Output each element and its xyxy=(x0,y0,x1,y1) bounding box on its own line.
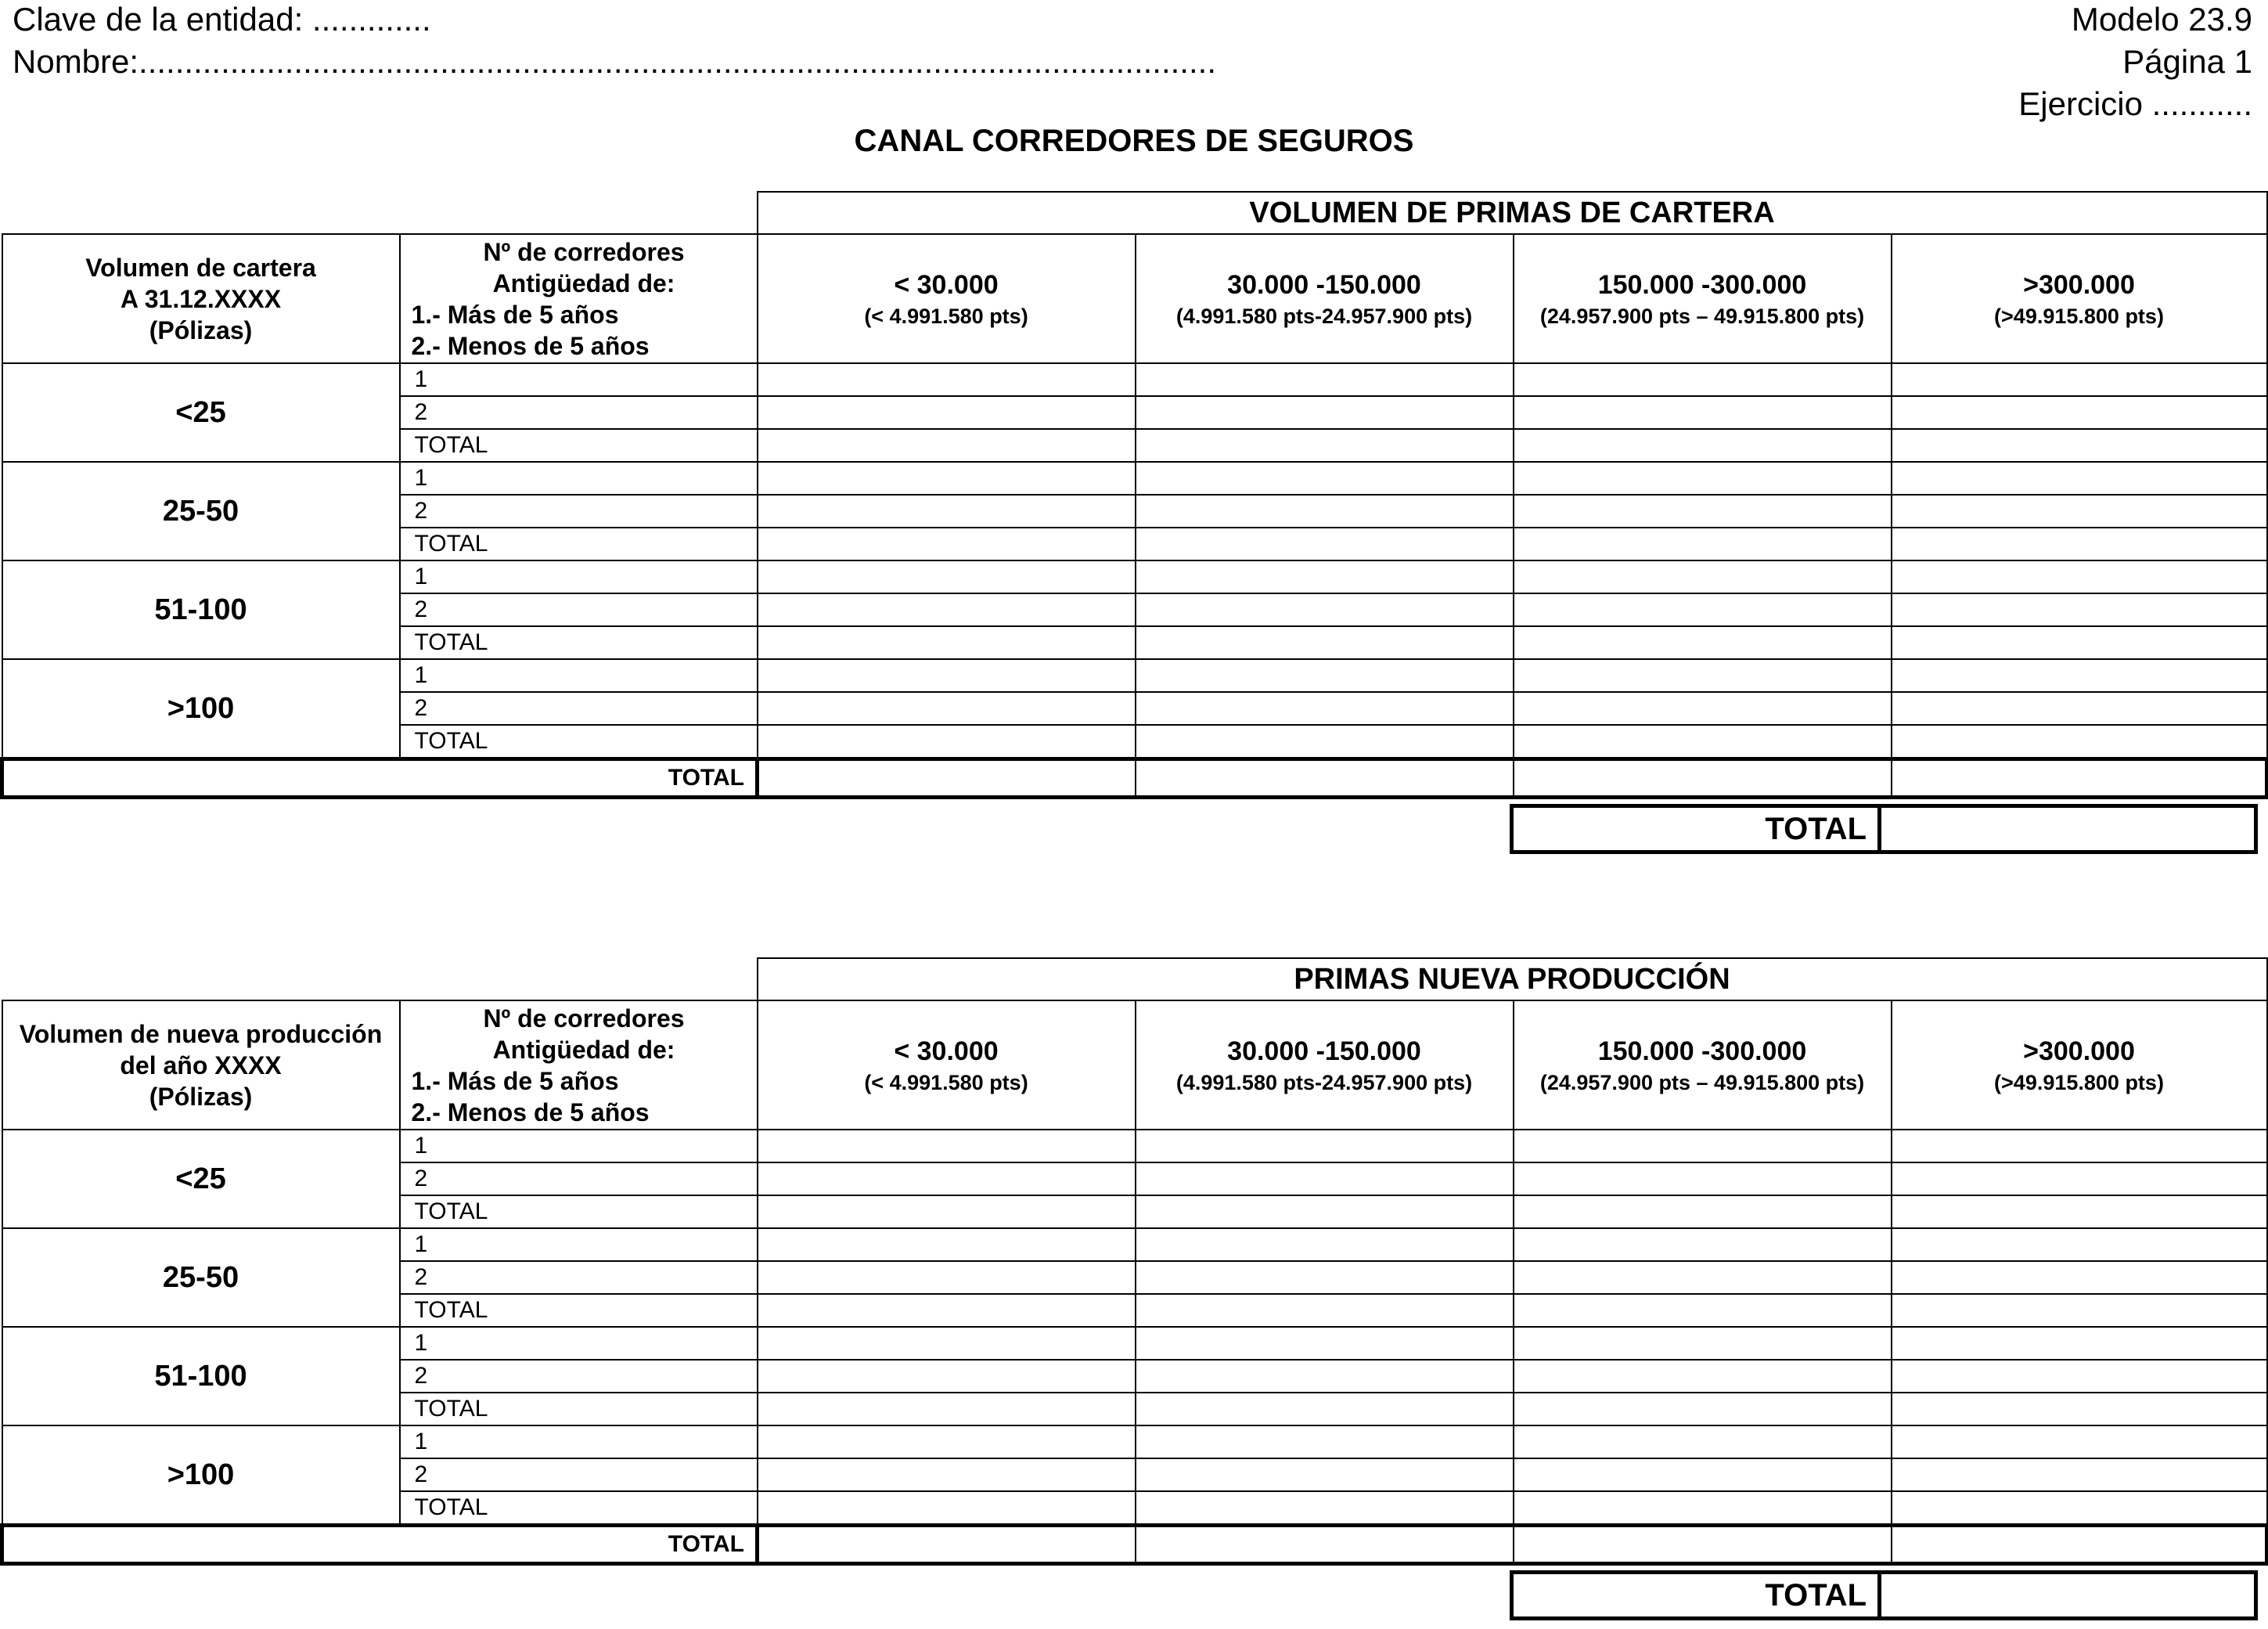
seniority-row-label: TOTAL xyxy=(400,1393,758,1425)
entry-cell[interactable] xyxy=(758,1393,1136,1425)
seniority-row-label: 2 xyxy=(400,1360,758,1393)
entry-cell[interactable] xyxy=(758,462,1136,495)
seniority-row-label: 2 xyxy=(400,396,758,429)
entry-cell[interactable] xyxy=(1514,528,1892,560)
entry-cell[interactable] xyxy=(1136,659,1514,692)
total-entry-cell[interactable] xyxy=(758,1526,1136,1564)
column-header-line: 2.- Menos de 5 años xyxy=(411,331,650,360)
seniority-row-label: TOTAL xyxy=(400,725,758,759)
entry-cell[interactable] xyxy=(1514,429,1892,462)
entry-cell[interactable] xyxy=(1136,363,1514,396)
seniority-row-label: TOTAL xyxy=(400,1491,758,1526)
entry-cell[interactable] xyxy=(1514,1327,1892,1360)
group-header: PRIMAS NUEVA PRODUCCIÓN xyxy=(758,958,2267,1000)
entry-cell[interactable] xyxy=(1514,1294,1892,1327)
grand-total-label: TOTAL xyxy=(1514,1574,1881,1616)
entry-cell[interactable] xyxy=(1514,1195,1892,1228)
premium-range-header xyxy=(1514,234,1892,363)
policy-volume-bucket: 25-50 xyxy=(2,1228,400,1327)
page-label: Página 1 xyxy=(2122,43,2252,80)
entry-cell[interactable] xyxy=(1514,725,1892,759)
entry-cell[interactable] xyxy=(758,725,1136,759)
column-header-line: (Pólizas) xyxy=(149,1082,253,1111)
range-pesetas-label: (>49.915.800 pts) xyxy=(1994,1070,2164,1094)
range-main-label: 30.000 -150.000 xyxy=(1227,1036,1421,1066)
table-row xyxy=(2,363,2267,396)
total-row-label: TOTAL xyxy=(2,759,758,798)
premium-range-header xyxy=(1892,234,2267,363)
seniority-row-label: 1 xyxy=(400,462,758,495)
entry-cell[interactable] xyxy=(1136,462,1514,495)
portfolio-premiums-table xyxy=(0,191,2268,799)
entry-cell[interactable] xyxy=(1136,528,1514,560)
column-header-line: Volumen de nueva producción xyxy=(19,1019,383,1048)
table-row xyxy=(2,560,2267,593)
total-entry-cell[interactable] xyxy=(1892,1526,2267,1564)
entry-cell[interactable] xyxy=(1892,1228,2267,1261)
seniority-row-label: 2 xyxy=(400,1162,758,1195)
entry-cell[interactable] xyxy=(1136,1261,1514,1294)
group-header: VOLUMEN DE PRIMAS DE CARTERA xyxy=(758,192,2267,234)
portfolio-grand-total xyxy=(1510,804,2258,854)
policy-volume-bucket: <25 xyxy=(2,363,400,462)
entry-cell[interactable] xyxy=(1136,1130,1514,1162)
entry-cell[interactable] xyxy=(1892,692,2267,725)
entry-cell[interactable] xyxy=(1514,659,1892,692)
range-main-label: 30.000 -150.000 xyxy=(1227,269,1421,300)
entry-cell[interactable] xyxy=(1136,1294,1514,1327)
range-main-label: 150.000 -300.000 xyxy=(1597,1036,1807,1066)
column-header-line: Antigüedad de: xyxy=(492,268,675,297)
form-grid xyxy=(0,957,2268,1566)
entry-cell[interactable] xyxy=(1892,1491,2267,1526)
total-row-label: TOTAL xyxy=(2,1526,758,1564)
entry-cell[interactable] xyxy=(1892,1393,2267,1425)
name-label: Nombre:...................................................................................................................... xyxy=(13,43,1216,80)
entry-cell[interactable] xyxy=(1514,462,1892,495)
column-header-line: Volumen de cartera xyxy=(85,253,316,282)
policy-volume-bucket: >100 xyxy=(2,659,400,759)
entry-cell[interactable] xyxy=(1892,560,2267,593)
entry-cell[interactable] xyxy=(1514,1491,1892,1526)
entry-cell[interactable] xyxy=(1514,1458,1892,1491)
entry-cell[interactable] xyxy=(1514,396,1892,429)
entry-cell[interactable] xyxy=(758,495,1136,528)
entry-cell[interactable] xyxy=(1136,560,1514,593)
entry-cell[interactable] xyxy=(1892,396,2267,429)
entry-cell[interactable] xyxy=(1514,1261,1892,1294)
seniority-row-label: 2 xyxy=(400,1458,758,1491)
seniority-row-label: TOTAL xyxy=(400,626,758,659)
entry-cell[interactable] xyxy=(758,626,1136,659)
premium-range-header xyxy=(758,234,1136,363)
column-header-line: 1.- Más de 5 años xyxy=(411,300,619,329)
total-entry-cell[interactable] xyxy=(1136,1526,1514,1564)
total-entry-cell[interactable] xyxy=(758,759,1136,798)
seniority-row-label: 1 xyxy=(400,363,758,396)
seniority-row-label: TOTAL xyxy=(400,1294,758,1327)
entry-cell[interactable] xyxy=(1136,495,1514,528)
entry-cell[interactable] xyxy=(1892,528,2267,560)
entry-cell[interactable] xyxy=(758,1130,1136,1162)
seniority-row-label: 1 xyxy=(400,1228,758,1261)
seniority-row-label: 1 xyxy=(400,1425,758,1458)
entry-cell[interactable] xyxy=(758,396,1136,429)
entry-cell[interactable] xyxy=(1136,396,1514,429)
premium-range-header xyxy=(1892,1000,2267,1130)
entry-cell[interactable] xyxy=(1136,692,1514,725)
entry-cell[interactable] xyxy=(1136,429,1514,462)
entry-cell[interactable] xyxy=(1136,626,1514,659)
entry-cell[interactable] xyxy=(1892,725,2267,759)
entry-cell[interactable] xyxy=(758,560,1136,593)
exercise-label: Ejercicio ........... xyxy=(2018,85,2252,122)
blank-corner xyxy=(2,192,758,234)
entry-cell[interactable] xyxy=(1892,1360,2267,1393)
range-pesetas-label: (< 4.991.580 pts) xyxy=(864,304,1028,328)
range-main-label: >300.000 xyxy=(2023,1036,2135,1066)
entry-cell[interactable] xyxy=(1514,626,1892,659)
new-production-grand-total xyxy=(1510,1570,2258,1620)
seniority-row-label: TOTAL xyxy=(400,528,758,560)
grand-total-label: TOTAL xyxy=(1514,808,1881,850)
entry-cell[interactable] xyxy=(1136,1458,1514,1491)
premium-range-header xyxy=(1136,234,1514,363)
entry-cell[interactable] xyxy=(1514,495,1892,528)
entry-cell[interactable] xyxy=(758,528,1136,560)
entry-cell[interactable] xyxy=(1136,1327,1514,1360)
grand-total-value-cell[interactable] xyxy=(1881,1574,2254,1616)
seniority-row-label: 2 xyxy=(400,593,758,626)
entry-cell[interactable] xyxy=(758,429,1136,462)
entry-cell[interactable] xyxy=(1892,462,2267,495)
entry-cell[interactable] xyxy=(1514,1360,1892,1393)
seniority-row-label: 2 xyxy=(400,495,758,528)
entry-cell[interactable] xyxy=(758,1195,1136,1228)
range-main-label: < 30.000 xyxy=(894,269,999,300)
entry-cell[interactable] xyxy=(1892,626,2267,659)
entry-cell[interactable] xyxy=(758,659,1136,692)
column-header-line: Antigüedad de: xyxy=(492,1035,675,1064)
entry-cell[interactable] xyxy=(1136,725,1514,759)
column-header-line: Nº de corredores xyxy=(483,237,685,266)
policy-volume-bucket: 51-100 xyxy=(2,560,400,659)
seniority-row-label: 2 xyxy=(400,1261,758,1294)
blank-corner xyxy=(2,958,758,1000)
range-pesetas-label: (4.991.580 pts-24.957.900 pts) xyxy=(1175,1070,1473,1094)
entry-cell[interactable] xyxy=(1892,1425,2267,1458)
range-pesetas-label: (>49.915.800 pts) xyxy=(1994,304,2164,328)
seniority-row-label: TOTAL xyxy=(400,1195,758,1228)
premium-range-header xyxy=(1514,1000,1892,1130)
entry-cell[interactable] xyxy=(1892,429,2267,462)
total-entry-cell[interactable] xyxy=(1136,759,1514,798)
entry-cell[interactable] xyxy=(758,1425,1136,1458)
seniority-row-label: 1 xyxy=(400,1327,758,1360)
table-row xyxy=(2,1130,2267,1162)
total-entry-cell[interactable] xyxy=(1514,1526,1892,1564)
entry-cell[interactable] xyxy=(1514,363,1892,396)
entry-cell[interactable] xyxy=(1892,1458,2267,1491)
column-header-line: Nº de corredores xyxy=(483,1004,685,1033)
brokers-column-header xyxy=(400,1000,758,1130)
seniority-row-label: 1 xyxy=(400,560,758,593)
entry-cell[interactable] xyxy=(1892,593,2267,626)
table-row xyxy=(2,462,2267,495)
table-row xyxy=(2,1228,2267,1261)
entry-cell[interactable] xyxy=(1892,1162,2267,1195)
entry-cell[interactable] xyxy=(758,1360,1136,1393)
entry-cell[interactable] xyxy=(1514,1425,1892,1458)
entry-cell[interactable] xyxy=(758,1327,1136,1360)
entry-cell[interactable] xyxy=(758,1162,1136,1195)
form-grid xyxy=(0,191,2268,799)
entry-cell[interactable] xyxy=(758,1294,1136,1327)
column-header-line: del año XXXX xyxy=(120,1051,282,1079)
policy-volume-bucket: >100 xyxy=(2,1425,400,1526)
entry-cell[interactable] xyxy=(1892,659,2267,692)
entry-cell[interactable] xyxy=(758,692,1136,725)
column-header-line: A 31.12.XXXX xyxy=(120,284,282,313)
entry-cell[interactable] xyxy=(758,363,1136,396)
brokers-column-header xyxy=(400,234,758,363)
column-header-line: 2.- Menos de 5 años xyxy=(411,1097,650,1126)
range-main-label: < 30.000 xyxy=(894,1036,999,1066)
total-entry-cell[interactable] xyxy=(1892,759,2267,798)
entry-cell[interactable] xyxy=(1514,593,1892,626)
policy-volume-bucket: <25 xyxy=(2,1130,400,1228)
range-pesetas-label: (24.957.900 pts – 49.915.800 pts) xyxy=(1539,304,1865,328)
entry-cell[interactable] xyxy=(1514,1393,1892,1425)
column-header-line: (Pólizas) xyxy=(149,315,253,344)
entry-cell[interactable] xyxy=(758,1458,1136,1491)
entry-cell[interactable] xyxy=(1514,1130,1892,1162)
seniority-row-label: 1 xyxy=(400,1130,758,1162)
entry-cell[interactable] xyxy=(1892,363,2267,396)
entry-cell[interactable] xyxy=(1892,1195,2267,1228)
entry-cell[interactable] xyxy=(1136,1162,1514,1195)
premium-range-header xyxy=(1136,1000,1514,1130)
total-entry-cell[interactable] xyxy=(1514,759,1892,798)
entry-cell[interactable] xyxy=(758,1261,1136,1294)
entry-cell[interactable] xyxy=(1136,1228,1514,1261)
page-title: CANAL CORREDORES DE SEGUROS xyxy=(854,124,1414,158)
table-row xyxy=(2,659,2267,692)
range-main-label: >300.000 xyxy=(2023,269,2135,300)
entry-cell[interactable] xyxy=(1514,560,1892,593)
entry-cell[interactable] xyxy=(758,1491,1136,1526)
range-main-label: 150.000 -300.000 xyxy=(1597,269,1807,300)
policy-volume-bucket: 51-100 xyxy=(2,1327,400,1425)
seniority-row-label: TOTAL xyxy=(400,429,758,462)
model-label: Modelo 23.9 xyxy=(2071,1,2252,38)
entry-cell[interactable] xyxy=(1136,1195,1514,1228)
volume-column-header xyxy=(2,234,400,363)
table-row xyxy=(2,1327,2267,1360)
range-pesetas-label: (4.991.580 pts-24.957.900 pts) xyxy=(1175,304,1473,328)
entry-cell[interactable] xyxy=(1136,1425,1514,1458)
entry-cell[interactable] xyxy=(758,1228,1136,1261)
policy-volume-bucket: 25-50 xyxy=(2,462,400,560)
new-production-premiums-table xyxy=(0,957,2268,1566)
entry-cell[interactable] xyxy=(1892,495,2267,528)
range-pesetas-label: (< 4.991.580 pts) xyxy=(864,1070,1028,1094)
premium-range-header xyxy=(758,1000,1136,1130)
volume-column-header xyxy=(2,1000,400,1130)
entry-cell[interactable] xyxy=(1514,692,1892,725)
seniority-row-label: 2 xyxy=(400,692,758,725)
entry-cell[interactable] xyxy=(1136,1360,1514,1393)
grand-total-value-cell[interactable] xyxy=(1881,808,2254,850)
entry-cell[interactable] xyxy=(1514,1228,1892,1261)
entry-cell[interactable] xyxy=(1892,1130,2267,1162)
entry-cell[interactable] xyxy=(1892,1261,2267,1294)
entry-cell[interactable] xyxy=(1892,1327,2267,1360)
entry-cell[interactable] xyxy=(1136,1491,1514,1526)
entry-cell[interactable] xyxy=(758,593,1136,626)
column-header-line: 1.- Más de 5 años xyxy=(411,1066,619,1095)
entry-cell[interactable] xyxy=(1136,1393,1514,1425)
seniority-row-label: 1 xyxy=(400,659,758,692)
table-row xyxy=(2,1425,2267,1458)
entry-cell[interactable] xyxy=(1136,593,1514,626)
entry-cell[interactable] xyxy=(1892,1294,2267,1327)
entry-cell[interactable] xyxy=(1514,1162,1892,1195)
range-pesetas-label: (24.957.900 pts – 49.915.800 pts) xyxy=(1539,1070,1865,1094)
entity-key-label: Clave de la entidad: ............. xyxy=(13,1,431,38)
